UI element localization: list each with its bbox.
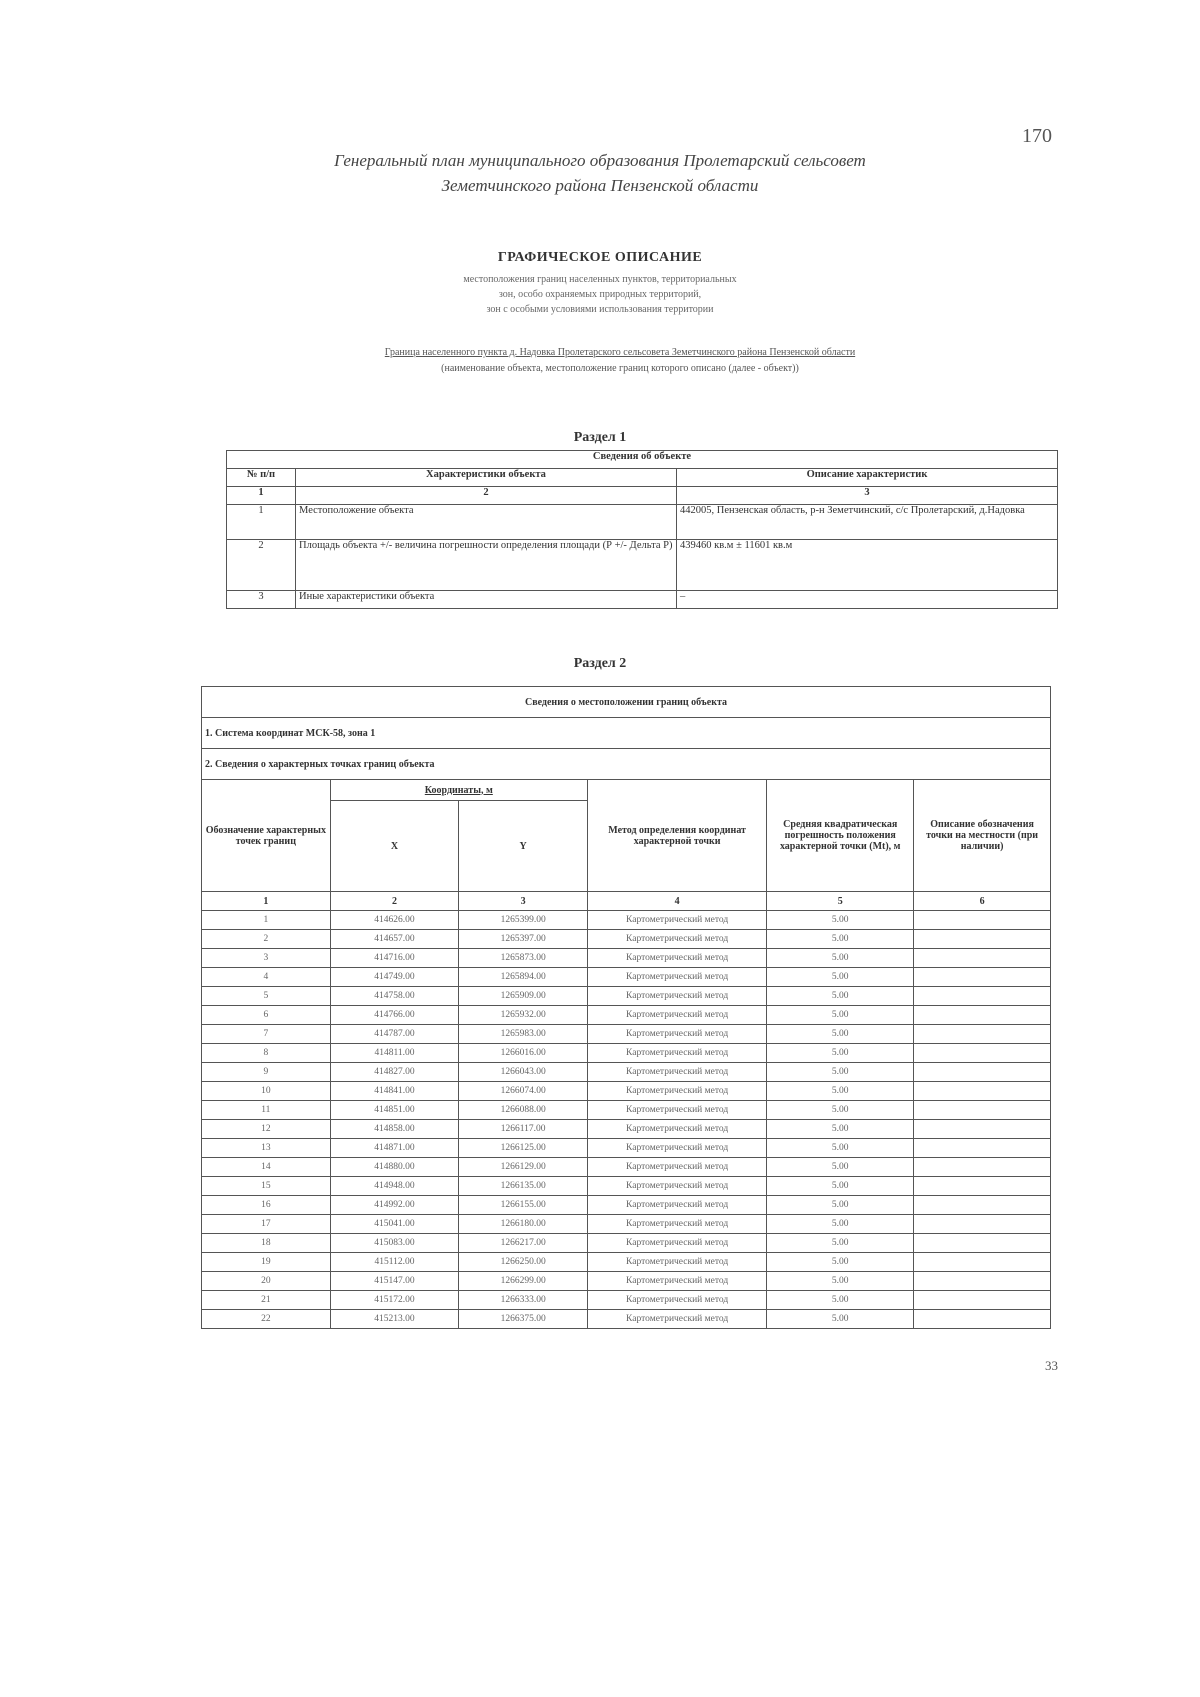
section-1-header-row <box>227 469 1058 487</box>
object-name-line-2: (наименование объекта, местоположение границ которого описано (далее - объект)) <box>441 363 799 374</box>
x-coordinate: 414787.00 <box>330 1025 459 1044</box>
section-2-title-row <box>202 687 1051 718</box>
section-1-title: Сведения об объекте <box>227 451 1058 469</box>
table-row <box>202 1310 1051 1329</box>
error-cell: 5.00 <box>767 1082 914 1101</box>
boundary-points-title: 2. Сведения о характерных точках границ объекта <box>202 749 1051 780</box>
method-cell: Картометрический метод <box>587 1234 766 1253</box>
description-cell: 442005, Пензенская область, р-н Земетчинский, с/с Пролетарский, д.Надовка <box>677 505 1058 540</box>
column-number: 3 <box>677 487 1058 505</box>
x-coordinate: 414657.00 <box>330 930 459 949</box>
method-cell: Картометрический метод <box>587 949 766 968</box>
point-description-header: Описание обозначения точки на местности (при наличии) <box>914 780 1051 892</box>
y-coordinate: 1266217.00 <box>459 1234 588 1253</box>
method-cell: Картометрический метод <box>587 1044 766 1063</box>
header-line-2: Земетчинского района Пензенской области <box>441 176 759 195</box>
point-description <box>914 1253 1051 1272</box>
table-row <box>202 949 1051 968</box>
point-description <box>914 1044 1051 1063</box>
description-cell: – <box>677 591 1058 609</box>
header-cell: № п/п <box>227 469 296 487</box>
table-row <box>202 1063 1051 1082</box>
column-header-row <box>202 780 1051 801</box>
x-coordinate: 414880.00 <box>330 1158 459 1177</box>
error-cell: 5.00 <box>767 911 914 930</box>
column-number-row <box>202 892 1051 911</box>
y-coordinate: 1265873.00 <box>459 949 588 968</box>
x-coordinate: 414992.00 <box>330 1196 459 1215</box>
point-description <box>914 1063 1051 1082</box>
method-header: Метод определения координат характерной точки <box>587 780 766 892</box>
point-number: 16 <box>202 1196 331 1215</box>
table-row <box>202 987 1051 1006</box>
point-number: 20 <box>202 1272 331 1291</box>
point-number: 1 <box>202 911 331 930</box>
y-coordinate: 1266016.00 <box>459 1044 588 1063</box>
table-row <box>202 1120 1051 1139</box>
characteristic-cell: Иные характеристики объекта <box>296 591 677 609</box>
error-cell: 5.00 <box>767 1291 914 1310</box>
x-coordinate: 414871.00 <box>330 1139 459 1158</box>
document-header <box>250 148 950 198</box>
y-coordinate: 1265983.00 <box>459 1025 588 1044</box>
subtitle-line-2: зон, особо охраняемых природных территорий, <box>498 289 702 300</box>
point-description <box>914 1272 1051 1291</box>
x-coordinate: 415172.00 <box>330 1291 459 1310</box>
point-description <box>914 1006 1051 1025</box>
method-cell: Картометрический метод <box>587 1120 766 1139</box>
table-row <box>202 1158 1051 1177</box>
y-coordinate: 1266125.00 <box>459 1139 588 1158</box>
error-cell: 5.00 <box>767 930 914 949</box>
error-header: Средняя квадратическая погрешность положения характерной точки (Mt), м <box>767 780 914 892</box>
error-cell: 5.00 <box>767 1310 914 1329</box>
point-number: 19 <box>202 1253 331 1272</box>
method-cell: Картометрический метод <box>587 1291 766 1310</box>
point-number: 10 <box>202 1082 331 1101</box>
x-coordinate: 415041.00 <box>330 1215 459 1234</box>
y-coordinate: 1266180.00 <box>459 1215 588 1234</box>
error-cell: 5.00 <box>767 1272 914 1291</box>
point-number: 9 <box>202 1063 331 1082</box>
method-cell: Картометрический метод <box>587 911 766 930</box>
table-row <box>202 1253 1051 1272</box>
table-row <box>227 505 1058 540</box>
page-number-top: 170 <box>1022 125 1052 147</box>
y-coordinate: 1266333.00 <box>459 1291 588 1310</box>
x-coordinate: 414766.00 <box>330 1006 459 1025</box>
error-cell: 5.00 <box>767 1253 914 1272</box>
x-coordinate: 414749.00 <box>330 968 459 987</box>
row-number: 3 <box>227 591 296 609</box>
point-number: 11 <box>202 1101 331 1120</box>
x-coordinate: 414851.00 <box>330 1101 459 1120</box>
table-row <box>202 1196 1051 1215</box>
table-row <box>202 1025 1051 1044</box>
point-description <box>914 1082 1051 1101</box>
point-description <box>914 1101 1051 1120</box>
point-description <box>914 1310 1051 1329</box>
table-row <box>202 1291 1051 1310</box>
table-row <box>202 911 1051 930</box>
table-row <box>202 1272 1051 1291</box>
table-row <box>202 930 1051 949</box>
point-description <box>914 911 1051 930</box>
x-coordinate: 414811.00 <box>330 1044 459 1063</box>
x-coordinate: 414841.00 <box>330 1082 459 1101</box>
method-cell: Картометрический метод <box>587 1215 766 1234</box>
document-title: ГРАФИЧЕСКОЕ ОПИСАНИЕ <box>497 250 703 265</box>
error-cell: 5.00 <box>767 1044 914 1063</box>
point-number: 22 <box>202 1310 331 1329</box>
designation-header: Обозначение характерных точек границ <box>202 780 331 892</box>
characteristic-cell: Местоположение объекта <box>296 505 677 540</box>
point-number: 5 <box>202 987 331 1006</box>
point-description <box>914 1215 1051 1234</box>
table-row <box>202 1044 1051 1063</box>
point-description <box>914 1120 1051 1139</box>
table-row <box>202 1082 1051 1101</box>
method-cell: Картометрический метод <box>587 1272 766 1291</box>
method-cell: Картометрический метод <box>587 1253 766 1272</box>
column-number: 1 <box>202 892 331 911</box>
x-coordinate: 414626.00 <box>330 911 459 930</box>
y-coordinate: 1265399.00 <box>459 911 588 930</box>
method-cell: Картометрический метод <box>587 1177 766 1196</box>
page-number-bottom: 33 <box>1045 1358 1058 1373</box>
header-cell: Характеристики объекта <box>296 469 677 487</box>
method-cell: Картометрический метод <box>587 968 766 987</box>
object-name <box>225 345 1015 377</box>
description-cell: 439460 кв.м ± 11601 кв.м <box>677 540 1058 591</box>
point-number: 17 <box>202 1215 331 1234</box>
y-coordinate: 1266375.00 <box>459 1310 588 1329</box>
section-1-label: Раздел 1 <box>573 430 627 445</box>
column-number: 4 <box>587 892 766 911</box>
table-row <box>202 1139 1051 1158</box>
point-description <box>914 1025 1051 1044</box>
method-cell: Картометрический метод <box>587 1139 766 1158</box>
x-coordinate: 414858.00 <box>330 1120 459 1139</box>
coordinate-system: 1. Система координат МСК-58, зона 1 <box>202 718 1051 749</box>
point-description <box>914 1177 1051 1196</box>
x-coordinate: 414948.00 <box>330 1177 459 1196</box>
header-line-1: Генеральный план муниципального образования Пролетарский сельсовет <box>334 151 866 170</box>
section-1-number-row <box>227 487 1058 505</box>
point-number: 15 <box>202 1177 331 1196</box>
y-coordinate: 1265932.00 <box>459 1006 588 1025</box>
boundary-points-title-row <box>202 749 1051 780</box>
point-description <box>914 1291 1051 1310</box>
y-coordinate: 1266088.00 <box>459 1101 588 1120</box>
column-number: 2 <box>330 892 459 911</box>
subtitle-line-3: зон с особыми условиями использования территории <box>486 304 714 315</box>
x-coordinate: 415147.00 <box>330 1272 459 1291</box>
column-number: 6 <box>914 892 1051 911</box>
error-cell: 5.00 <box>767 1063 914 1082</box>
boundary-points-body <box>202 911 1051 1329</box>
point-description <box>914 987 1051 1006</box>
y-coordinate: 1265397.00 <box>459 930 588 949</box>
table-row <box>202 1215 1051 1234</box>
x-coordinate: 414716.00 <box>330 949 459 968</box>
x-coordinate: 414758.00 <box>330 987 459 1006</box>
table-row <box>202 1101 1051 1120</box>
section-2-table <box>201 686 1051 1329</box>
y-coordinate: 1265909.00 <box>459 987 588 1006</box>
characteristic-cell: Площадь объекта +/- величина погрешности определения площади (Р +/- Дельта Р) <box>296 540 677 591</box>
column-number: 1 <box>227 487 296 505</box>
method-cell: Картометрический метод <box>587 1063 766 1082</box>
column-number: 5 <box>767 892 914 911</box>
y-coordinate: 1265894.00 <box>459 968 588 987</box>
error-cell: 5.00 <box>767 949 914 968</box>
coordinates-header: Координаты, м <box>330 780 587 801</box>
error-cell: 5.00 <box>767 1215 914 1234</box>
error-cell: 5.00 <box>767 987 914 1006</box>
subtitle-line-1: местоположения границ населенных пунктов, территориальных <box>463 274 737 285</box>
error-cell: 5.00 <box>767 1158 914 1177</box>
section-1-title-row <box>227 451 1058 469</box>
method-cell: Картометрический метод <box>587 987 766 1006</box>
section-1-table <box>226 450 1058 609</box>
error-cell: 5.00 <box>767 1025 914 1044</box>
point-number: 7 <box>202 1025 331 1044</box>
point-number: 21 <box>202 1291 331 1310</box>
table-row <box>202 1177 1051 1196</box>
section-2-title: Сведения о местоположении границ объекта <box>202 687 1051 718</box>
table-row <box>202 1234 1051 1253</box>
error-cell: 5.00 <box>767 968 914 987</box>
document-subtitle <box>340 272 860 317</box>
y-coordinate: 1266155.00 <box>459 1196 588 1215</box>
point-description <box>914 968 1051 987</box>
table-row <box>202 1006 1051 1025</box>
method-cell: Картометрический метод <box>587 930 766 949</box>
y-coordinate: 1266299.00 <box>459 1272 588 1291</box>
y-coordinate: 1266117.00 <box>459 1120 588 1139</box>
column-number: 3 <box>459 892 588 911</box>
section-2-label: Раздел 2 <box>573 656 627 671</box>
point-number: 12 <box>202 1120 331 1139</box>
point-description <box>914 1196 1051 1215</box>
y-coordinate: 1266129.00 <box>459 1158 588 1177</box>
x-header: X <box>330 801 459 892</box>
point-description <box>914 1158 1051 1177</box>
error-cell: 5.00 <box>767 1120 914 1139</box>
point-number: 8 <box>202 1044 331 1063</box>
method-cell: Картометрический метод <box>587 1158 766 1177</box>
x-coordinate: 415112.00 <box>330 1253 459 1272</box>
row-number: 1 <box>227 505 296 540</box>
y-coordinate: 1266135.00 <box>459 1177 588 1196</box>
point-number: 18 <box>202 1234 331 1253</box>
error-cell: 5.00 <box>767 1139 914 1158</box>
y-coordinate: 1266250.00 <box>459 1253 588 1272</box>
object-name-line-1: Граница населенного пункта д. Надовка Пролетарского сельсовета Земетчинского района Пензенской области <box>384 347 856 358</box>
point-description <box>914 930 1051 949</box>
row-number: 2 <box>227 540 296 591</box>
y-header: Y <box>459 801 588 892</box>
x-coordinate: 414827.00 <box>330 1063 459 1082</box>
point-number: 14 <box>202 1158 331 1177</box>
point-description <box>914 1139 1051 1158</box>
method-cell: Картометрический метод <box>587 1082 766 1101</box>
point-description <box>914 949 1051 968</box>
point-number: 2 <box>202 930 331 949</box>
error-cell: 5.00 <box>767 1196 914 1215</box>
x-coordinate: 415213.00 <box>330 1310 459 1329</box>
table-row <box>227 591 1058 609</box>
table-row <box>227 540 1058 591</box>
y-coordinate: 1266074.00 <box>459 1082 588 1101</box>
method-cell: Картометрический метод <box>587 1006 766 1025</box>
x-coordinate: 415083.00 <box>330 1234 459 1253</box>
error-cell: 5.00 <box>767 1101 914 1120</box>
coordinate-system-row <box>202 718 1051 749</box>
method-cell: Картометрический метод <box>587 1101 766 1120</box>
method-cell: Картометрический метод <box>587 1025 766 1044</box>
point-number: 6 <box>202 1006 331 1025</box>
point-number: 13 <box>202 1139 331 1158</box>
error-cell: 5.00 <box>767 1177 914 1196</box>
point-number: 3 <box>202 949 331 968</box>
table-row <box>202 968 1051 987</box>
method-cell: Картометрический метод <box>587 1196 766 1215</box>
point-number: 4 <box>202 968 331 987</box>
y-coordinate: 1266043.00 <box>459 1063 588 1082</box>
error-cell: 5.00 <box>767 1006 914 1025</box>
header-cell: Описание характеристик <box>677 469 1058 487</box>
point-description <box>914 1234 1051 1253</box>
method-cell: Картометрический метод <box>587 1310 766 1329</box>
column-number: 2 <box>296 487 677 505</box>
error-cell: 5.00 <box>767 1234 914 1253</box>
